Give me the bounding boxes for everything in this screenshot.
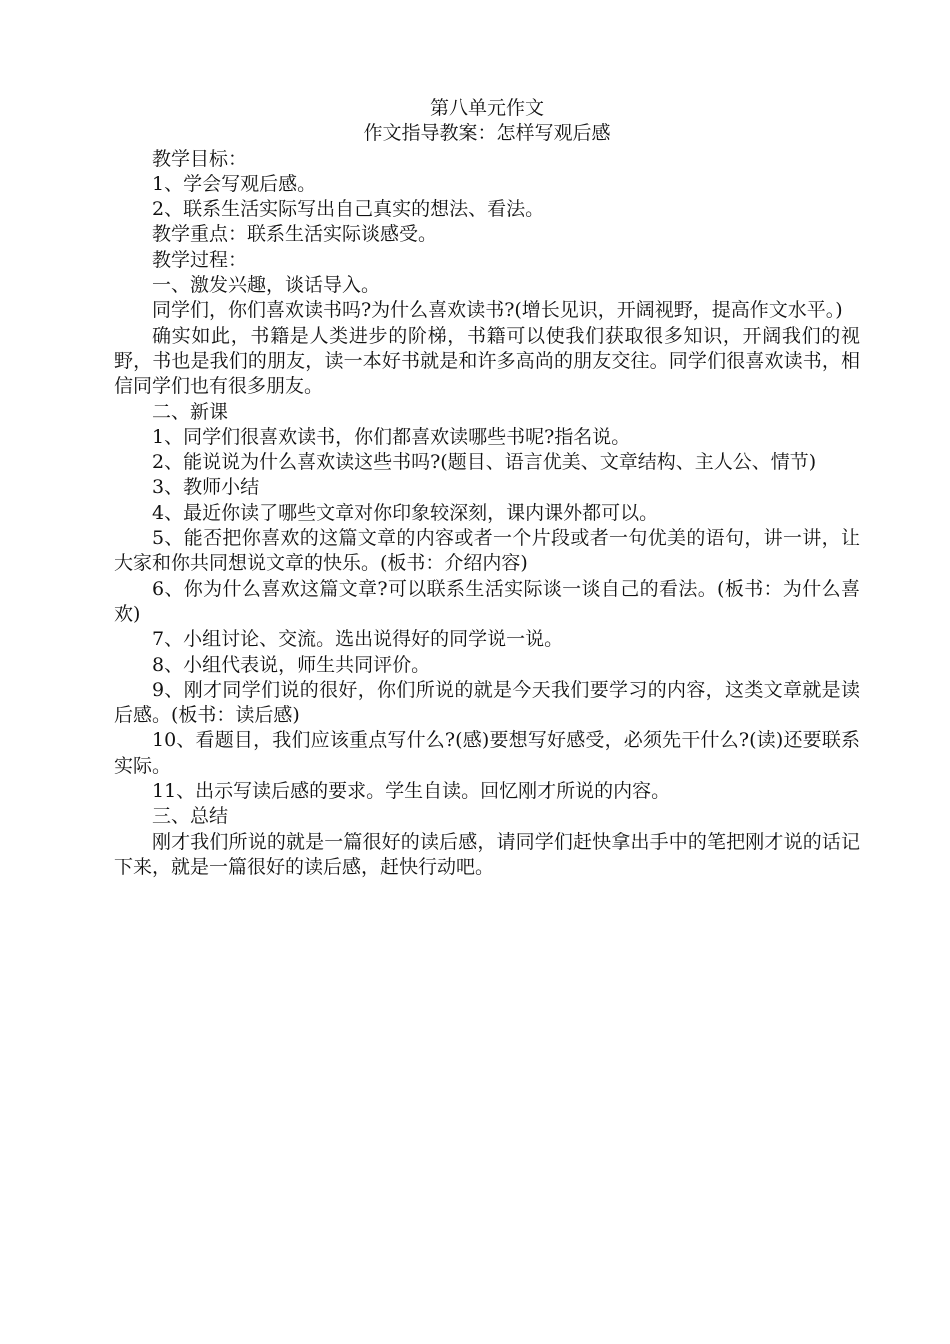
paragraph: 5、能否把你喜欢的这篇文章的内容或者一个片段或者一句优美的语句，讲一讲，让大家和你共同想说文章的快乐。(板书：介绍内容) xyxy=(114,527,860,575)
paragraph: 教学重点：联系生活实际谈感受。 xyxy=(152,223,438,246)
paragraph: 刚才我们所说的就是一篇很好的读后感，请同学们赶快拿出手中的笔把刚才说的话记下来，就是一篇很好的读后感，赶快行动吧。 xyxy=(114,830,860,878)
paragraph: 6、你为什么喜欢这篇文章?可以联系生活实际谈一谈自己的看法。(板书：为什么喜欢) xyxy=(114,577,860,625)
paragraph: 7、小组讨论、交流。选出说得好的同学说一说。 xyxy=(152,628,564,651)
document-page xyxy=(114,96,860,880)
paragraph: 4、最近你读了哪些文章对你印象较深刻，课内课外都可以。 xyxy=(152,501,659,524)
paragraph: 2、能说说为什么喜欢读这些书吗?(题目、语言优美、文章结构、主人公、情节) xyxy=(152,451,817,474)
paragraph: 2、联系生活实际写出自己真实的想法、看法。 xyxy=(152,198,545,221)
paragraph: 三、总结 xyxy=(152,805,229,828)
document-title: 第八单元作文 xyxy=(429,97,544,119)
paragraph: 3、教师小结 xyxy=(152,476,260,499)
paragraph: 同学们，你们喜欢读书吗?为什么喜欢读书?(增长见识，开阔视野，提高作文水平。) xyxy=(152,299,843,322)
document-subtitle: 作文指导教案：怎样写观后感 xyxy=(363,122,611,145)
paragraph: 11、出示写读后感的要求。学生自读。回忆刚才所说的内容。 xyxy=(152,780,671,803)
document-body xyxy=(114,147,860,881)
paragraph: 教学目标： xyxy=(152,147,248,170)
paragraph: 一、激发兴趣，谈话导入。 xyxy=(152,274,381,297)
paragraph: 二、新课 xyxy=(152,400,229,423)
paragraph: 1、学会写观后感。 xyxy=(152,172,317,195)
paragraph: 9、刚才同学们说的很好，你们所说的就是今天我们要学习的内容，这类文章就是读后感。(板书：读后感) xyxy=(114,678,860,727)
paragraph: 教学过程： xyxy=(152,248,248,271)
paragraph: 1、同学们很喜欢读书，你们都喜欢读哪些书呢?指名说。 xyxy=(152,425,631,448)
paragraph: 8、小组代表说，师生共同评价。 xyxy=(152,653,431,676)
paragraph: 10、看题目，我们应该重点写什么?(感)要想写好感受，必须先干什么?(读)还要联系实际。 xyxy=(114,729,860,777)
paragraph: 确实如此，书籍是人类进步的阶梯，书籍可以使我们获取很多知识，开阔我们的视野，书也是我们的朋友，读一本好书就是和许多高尚的朋友交往。同学们很喜欢读书，相信同学们也有很多朋友。 xyxy=(114,324,860,398)
